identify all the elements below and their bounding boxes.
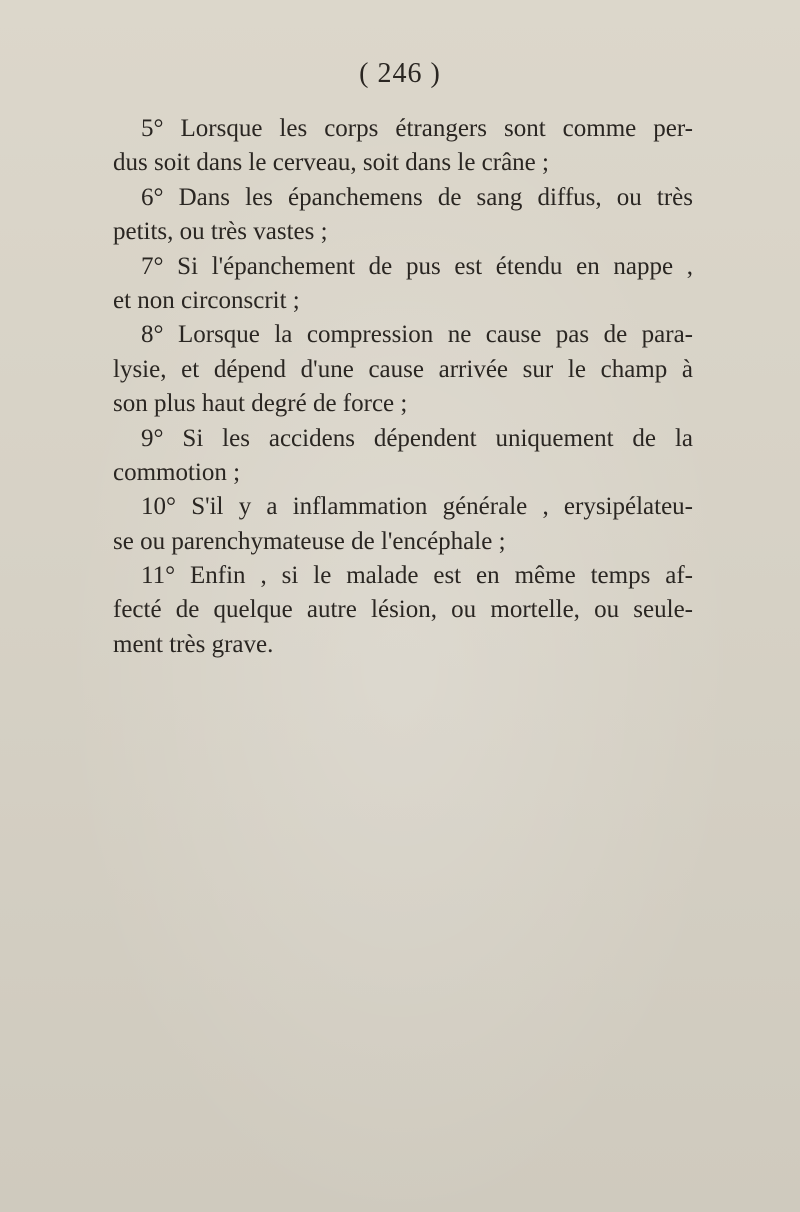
text-line: ment très grave.: [113, 630, 274, 658]
text-line: 8° Lorsque la compression ne cause pas de para-: [141, 321, 693, 349]
body-text: [113, 112, 693, 662]
text-line: commotion ;: [113, 458, 241, 486]
text-line: fecté de quelque autre lésion, ou mortelle, ou seule-: [113, 596, 693, 624]
text-line: et non circonscrit ;: [113, 286, 300, 314]
text-line: 10° S'il y a inflammation générale , erysipélateu-: [141, 493, 693, 521]
page-number: ( 246 ): [359, 58, 441, 89]
text-line: se ou parenchymateuse de l'encéphale ;: [113, 527, 506, 555]
text-line: dus soit dans le cerveau, soit dans le crâne ;: [113, 149, 549, 177]
text-line: 7° Si l'épanchement de pus est étendu en nappe ,: [141, 252, 693, 280]
text-line: 5° Lorsque les corps étrangers sont comme per-: [141, 115, 693, 142]
text-line: 11° Enfin , si le malade est en même temps af-: [141, 562, 693, 590]
text-line: 9° Si les accidens dépendent uniquement de la: [141, 424, 693, 452]
text-line: 6° Dans les épanchemens de sang diffus, ou très: [141, 183, 693, 211]
text-line: petits, ou très vastes ;: [113, 218, 328, 246]
text-line: son plus haut degré de force ;: [113, 390, 408, 418]
text-line: lysie, et dépend d'une cause arrivée sur le champ à: [113, 355, 693, 383]
